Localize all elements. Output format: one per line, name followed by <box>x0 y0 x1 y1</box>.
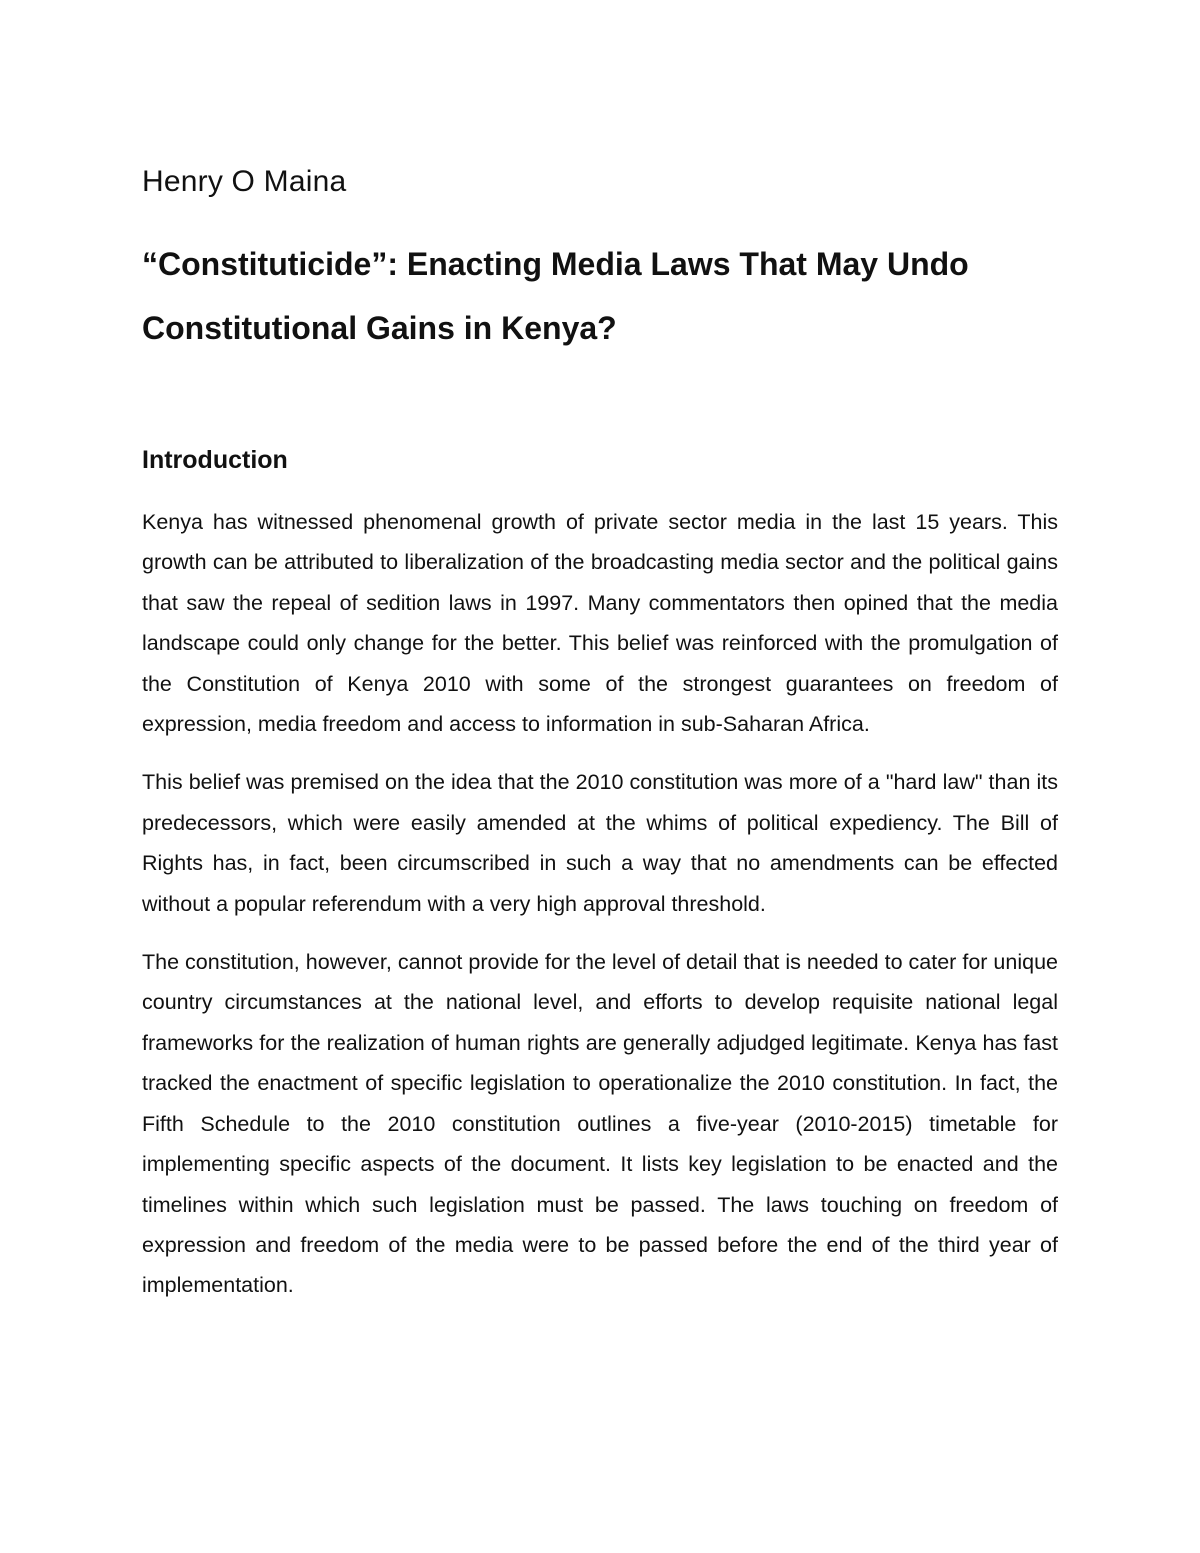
section-heading-introduction: Introduction <box>142 446 288 474</box>
document-title: “Constituticide”: Enacting Media Laws That May Undo Constitutional Gains in Kenya? <box>142 246 969 346</box>
author-name: Henry O Maina <box>142 165 347 198</box>
paragraph: This belief was premised on the idea that the 2010 constitution was more of a "hard law" than its predecessors, which were easily amended at the whims of political expediency. The Bill of Rights has, in fact, been circumscribed in such a way that no amendments can be effected without a popular referendum with a very high approval threshold. <box>142 770 1058 916</box>
paragraph: Kenya has witnessed phenomenal growth of private sector media in the last 15 years. This growth can be attributed to liberalization of the broadcasting media sector and the political gains that saw the repeal of sedition laws in 1997. Many commentators then opined that the media landscape could only change for the better. This belief was reinforced with the promulgation of the Constitution of Kenya 2010 with some of the strongest guarantees on freedom of expression, media freedom and access to information in sub-Saharan Africa. <box>142 510 1058 737</box>
paragraph: The constitution, however, cannot provide for the level of detail that is needed to cater for unique country circumstances at the national level, and efforts to develop requisite national legal frameworks for the realization of human rights are generally adjudged legitimate. Kenya has fast tracked the enactment of specific legislation to operationalize the 2010 constitution. In fact, the Fifth Schedule to the 2010 constitution outlines a five-year (2010-2015) timetable for implementing specific aspects of the document. It lists key legislation to be enacted and the timelines within which such legislation must be passed. The laws touching on freedom of expression and freedom of the media were to be passed before the end of the third year of implementation. <box>142 950 1058 1298</box>
document-body <box>142 160 1058 1306</box>
